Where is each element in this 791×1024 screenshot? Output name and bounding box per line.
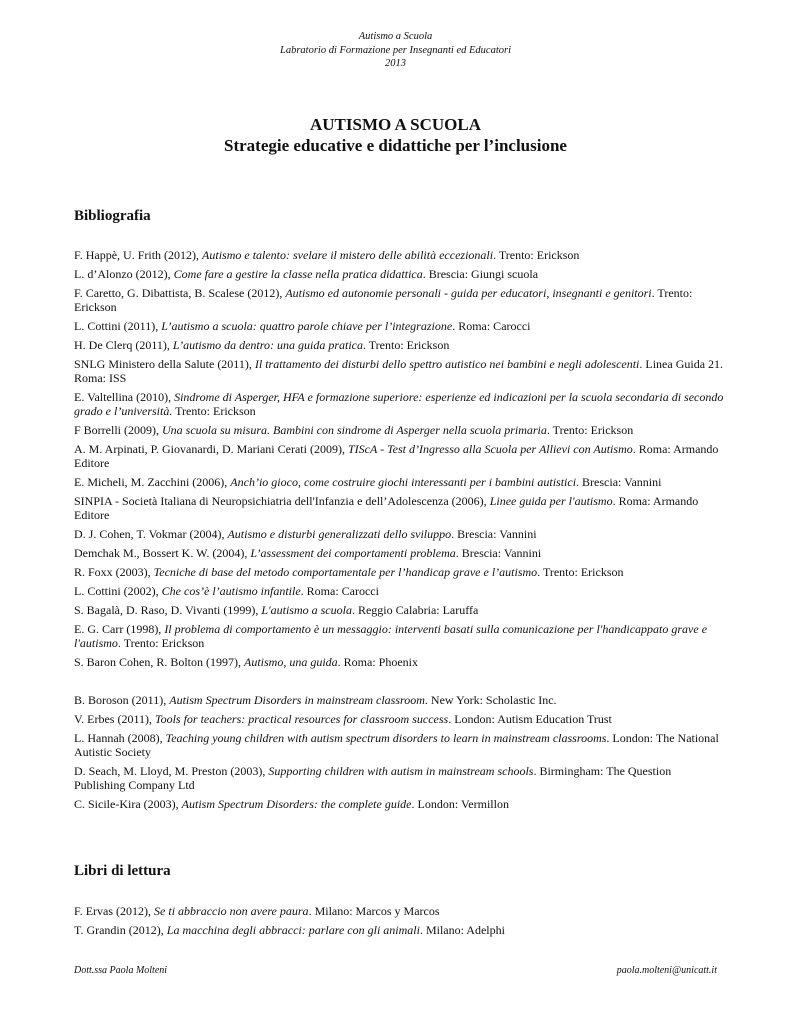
bibliography-entry <box>74 442 724 470</box>
entry-authors: L. d’Alonzo (2012), <box>74 267 174 281</box>
entry-authors: R. Foxx (2003), <box>74 565 154 579</box>
entry-title: Tecniche di base del metodo comportamentale per l’handicap grave e l’autismo <box>153 565 538 579</box>
entry-authors: E. Micheli, M. Zacchini (2006), <box>74 475 231 489</box>
bibliography-entry <box>74 584 724 598</box>
entry-publisher: . Milano: Adelphi <box>419 923 505 937</box>
entry-authors: L. Hannah (2008), <box>74 731 166 745</box>
bibliography-entry <box>74 731 724 759</box>
entry-publisher: . Trento: Erickson <box>493 248 580 262</box>
entry-authors: H. De Clerq (2011), <box>74 338 173 352</box>
entry-publisher: . Trento: Erickson <box>117 636 205 650</box>
bibliography-entry <box>74 797 724 811</box>
bibliography-entry <box>74 494 724 522</box>
entry-publisher: . London: The National Autistic Society <box>74 731 719 759</box>
entry-title: Se ti abbraccio non avere paura <box>154 904 309 918</box>
entry-publisher: . Brescia: Giungi scuola <box>422 267 539 281</box>
title-subtitle: Strategie educative e didattiche per l’inclusione <box>224 136 567 155</box>
footer-email: paola.molteni@unicatt.it <box>616 965 717 976</box>
entry-publisher: . Reggio Calabria: Laruffa <box>351 603 479 617</box>
entry-authors: S. Baron Cohen, R. Bolton (1997), <box>74 655 244 669</box>
header-line-3: 2013 <box>385 58 406 69</box>
entry-publisher: . Roma: Phoenix <box>337 655 419 669</box>
entry-authors: SNLG Ministero della Salute (2011), <box>74 357 255 371</box>
entry-title: La macchina degli abbracci: parlare con gli animali <box>166 923 420 937</box>
bibliography-entry <box>74 764 724 792</box>
header-line-1: Autismo a Scuola <box>358 31 433 42</box>
entry-authors: F. Ervas (2012), <box>74 904 155 918</box>
entry-title: Supporting children with autism in mainstream schools <box>268 764 534 778</box>
bibliography-entry <box>74 546 724 560</box>
entry-publisher: . Linea Guida 21. Roma: ISS <box>74 357 724 385</box>
entry-authors: F. Caretto, G. Dibattista, B. Scalese (2012), <box>74 286 286 300</box>
entry-title: Che cos’è l’autismo infantile <box>161 584 301 598</box>
entry-publisher: Trento: Erickson <box>172 404 256 418</box>
entry-authors: L. Cottini (2002), <box>74 584 162 598</box>
entry-title: L’autismo da dentro: una guida pratica <box>172 338 363 352</box>
bibliography-entry <box>74 622 724 650</box>
libri-heading: Libri di lettura <box>74 863 171 879</box>
entry-publisher: . Milano: Marcos y Marcos <box>308 904 440 918</box>
libri-list <box>74 904 724 942</box>
entry-authors: E. Valtellina (2010), <box>74 390 175 404</box>
entry-authors: L. Cottini (2011), <box>74 319 162 333</box>
entry-title: Linee guida per l'autismo <box>489 494 613 508</box>
entry-title: Autism Spectrum Disorders: the complete guide <box>181 797 412 811</box>
entry-authors: E. G. Carr (1998), <box>74 622 165 636</box>
entry-title: L’assessment dei comportamenti problema <box>250 546 456 560</box>
entry-authors: B. Boroson (2011), <box>74 693 170 707</box>
entry-publisher: . Brescia: Vannini <box>451 527 537 541</box>
entry-title: Tools for teachers: practical resources for classroom success <box>155 712 449 726</box>
entry-publisher: . Roma: Armando Editore <box>74 442 719 470</box>
bibliography-entry <box>74 693 724 707</box>
bibliografia-list-italian <box>74 248 724 674</box>
entry-title: Sindrome di Asperger, HFA e formazione superiore: esperienze ed indicazioni per la scuola secondaria di secondo grado e l’università. <box>74 390 724 418</box>
bibliography-entry <box>74 655 724 669</box>
entry-authors: SINPIA - Società Italiana di Neuropsichiatria dell'Infanzia e dell’Adolescenza (2006), <box>74 494 490 508</box>
bibliography-entry <box>74 904 724 918</box>
entry-publisher: . Trento: Erickson <box>537 565 624 579</box>
entry-authors: C. Sicile-Kira (2003), <box>74 797 182 811</box>
bibliography-entry <box>74 390 724 418</box>
document-title <box>0 114 791 156</box>
bibliography-entry <box>74 565 724 579</box>
entry-publisher: . Roma: Carocci <box>300 584 379 598</box>
entry-title: Come fare a gestire la classe nella pratica didattica <box>173 267 423 281</box>
entry-title: Autismo e disturbi generalizzati dello sviluppo <box>227 527 452 541</box>
entry-title: TIScA - Test d’Ingresso alla Scuola per Allievi con Autismo <box>347 442 633 456</box>
bibliography-entry <box>74 475 724 489</box>
entry-authors: D. J. Cohen, T. Vokmar (2004), <box>74 527 228 541</box>
bibliography-entry <box>74 527 724 541</box>
entry-title: Autismo e talento: svelare il mistero delle abilità eccezionali <box>202 248 494 262</box>
entry-publisher: . Trento: Erickson <box>546 423 634 437</box>
bibliografia-list-english <box>74 693 724 816</box>
entry-authors: Demchak M., Bossert K. W. (2004), <box>74 546 251 560</box>
entry-publisher: . London: Autism Education Trust <box>448 712 612 726</box>
bibliography-entry <box>74 286 724 314</box>
entry-title: Autism Spectrum Disorders in mainstream classroom <box>169 693 425 707</box>
entry-authors: F. Happè, U. Frith (2012), <box>74 248 203 262</box>
entry-publisher: . Roma: Carocci <box>452 319 531 333</box>
entry-authors: A. M. Arpinati, P. Giovanardi, D. Mariani Cerati (2009), <box>74 442 348 456</box>
entry-authors: T. Grandin (2012), <box>74 923 167 937</box>
entry-authors: S. Bagalà, D. Raso, D. Vivanti (1999), <box>74 603 262 617</box>
entry-title: L'autismo a scuola <box>261 603 352 617</box>
footer-author: Dott.ssa Paola Molteni <box>74 965 168 976</box>
bibliography-entry <box>74 923 724 937</box>
entry-publisher: . Trento: Erickson <box>362 338 450 352</box>
entry-publisher: . Birmingham: The Question Publishing Company Ltd <box>74 764 672 792</box>
entry-title: Autismo, una guida <box>244 655 338 669</box>
entry-publisher: . New York: Scholastic Inc. <box>424 693 557 707</box>
entry-publisher: . Brescia: Vannini <box>455 546 542 560</box>
entry-title: Anch’io gioco, come costruire giochi interessanti per i bambini autistici <box>230 475 577 489</box>
entry-title: Autismo ed autonomie personali - guida per educatori, insegnanti e genitori <box>285 286 652 300</box>
entry-title: Teaching young children with autism spectrum disorders to learn in mainstream classrooms <box>165 731 607 745</box>
entry-authors: D. Seach, M. Lloyd, M. Preston (2003), <box>74 764 269 778</box>
entry-title: Il problema di comportamento è un messaggio: interventi basati sulla comunicazione per l'handicappato grave e l'autismo <box>74 622 708 650</box>
bibliography-entry <box>74 357 724 385</box>
entry-publisher: . London: Vermillon <box>411 797 509 811</box>
bibliography-entry <box>74 338 724 352</box>
entry-publisher: . Brescia: Vannini <box>576 475 662 489</box>
entry-title: L’autismo a scuola: quattro parole chiave per l’integrazione <box>161 319 453 333</box>
entry-publisher: . Trento: Erickson <box>74 286 693 314</box>
entry-authors: V. Erbes (2011), <box>74 712 155 726</box>
bibliography-entry <box>74 267 724 281</box>
bibliography-entry <box>74 319 724 333</box>
entry-publisher: . Roma: Armando Editore <box>74 494 699 522</box>
page-header <box>0 30 791 71</box>
header-line-2: Labratorio di Formazione per Insegnanti ed Educatori <box>280 44 511 56</box>
bibliography-entry <box>74 248 724 262</box>
entry-title: Una scuola su misura. Bambini con sindrome di Asperger nella scuola primaria <box>162 423 547 437</box>
bibliography-entry <box>74 712 724 726</box>
bibliography-entry <box>74 603 724 617</box>
bibliography-entry <box>74 423 724 437</box>
bibliografia-heading: Bibliografia <box>74 208 151 224</box>
entry-title: Il trattamento dei disturbi dello spettro autistico nei bambini e negli adolescenti <box>254 357 640 371</box>
title-main: AUTISMO A SCUOLA <box>310 115 481 134</box>
entry-authors: F Borrelli (2009), <box>74 423 162 437</box>
